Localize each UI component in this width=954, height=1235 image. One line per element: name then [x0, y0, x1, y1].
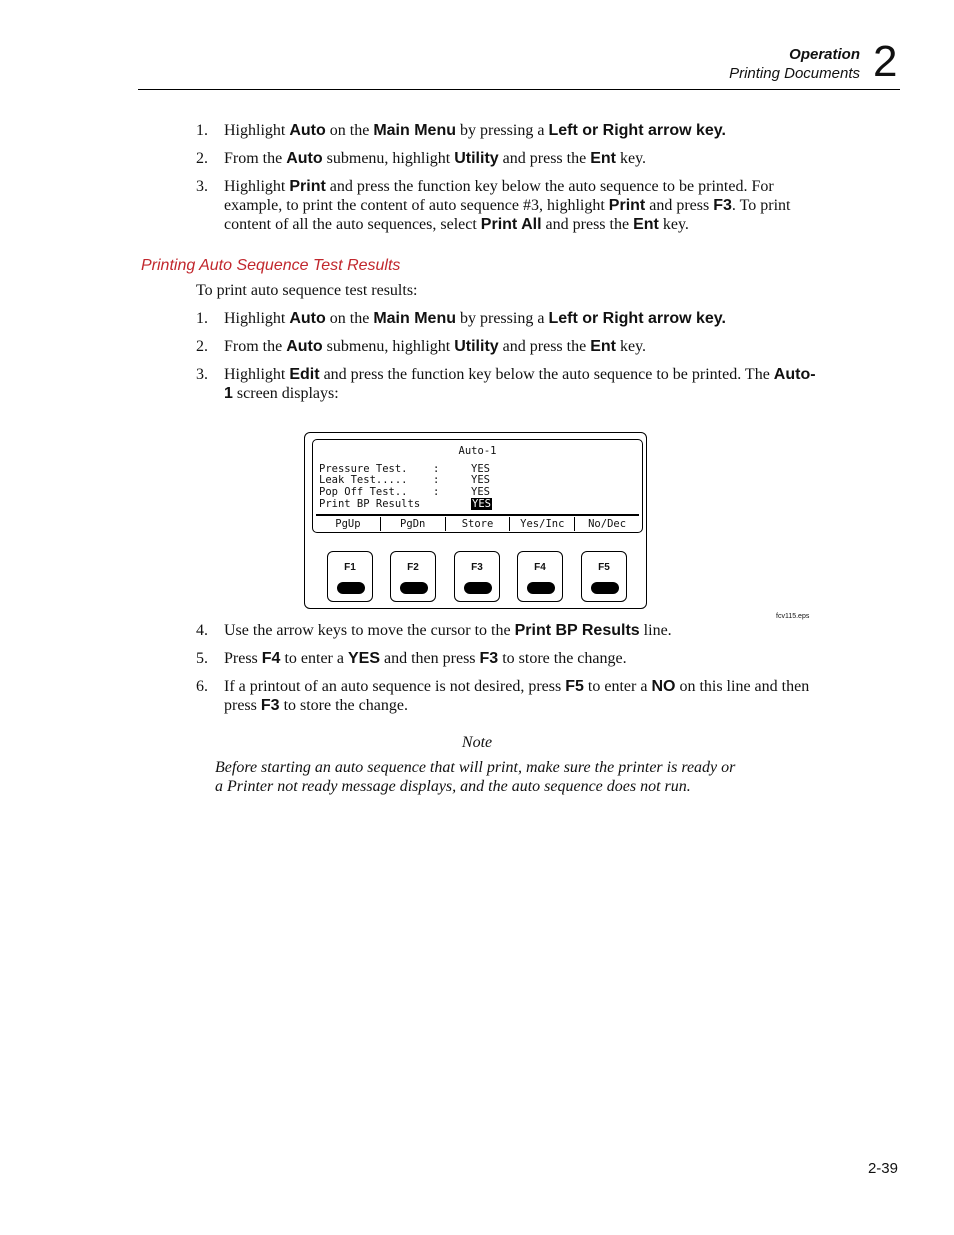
key-button-icon — [464, 582, 492, 594]
step-text: on this line and then press — [224, 678, 810, 714]
step-number: 6. — [196, 678, 208, 695]
softkey-yes-inc: Yes/Inc — [510, 517, 575, 531]
row-colon: : — [433, 463, 440, 475]
key-label: F4 — [534, 562, 546, 573]
step-text: on the — [325, 122, 374, 139]
step-text: Use the arrow keys to move the cursor to the — [224, 622, 515, 639]
list-item — [196, 337, 821, 356]
step-keyword: Main Menu — [373, 310, 456, 327]
step-text: Highlight — [224, 122, 290, 139]
screen-divider — [316, 514, 639, 516]
function-key-f3 — [454, 551, 500, 602]
step-text: If a printout of an auto sequence is not desired, press — [224, 678, 566, 695]
key-button-icon — [591, 582, 619, 594]
step-text: key. — [658, 216, 689, 233]
step-text: and press the function key below the auto sequence to be printed. The — [319, 366, 774, 383]
list-item — [196, 649, 821, 668]
row-label: Leak Test..... — [319, 474, 408, 486]
step-text: and press the — [498, 338, 591, 355]
figure-label: fcv115.eps — [776, 613, 810, 620]
lcd-screen — [312, 439, 643, 533]
function-key-f2 — [390, 551, 436, 602]
step-text: and press the function key below the auto sequence to be printed. For example, to print the content of auto sequence #3, highlight — [224, 178, 774, 214]
step-keyword: Auto — [286, 150, 323, 167]
function-key-f4 — [517, 551, 563, 602]
header-section: Operation — [789, 46, 860, 63]
list-item — [196, 177, 821, 234]
step-keyword: Ent — [590, 338, 616, 355]
screen-title: Auto-1 — [458, 445, 497, 457]
key-label: F3 — [471, 562, 483, 573]
step-keyword: YES — [347, 650, 380, 667]
key-button-icon — [337, 582, 365, 594]
softkey-bar — [316, 517, 639, 531]
row-value: YES — [471, 463, 490, 475]
step-text: and press the — [498, 150, 591, 167]
step-keyword: Left or Right arrow key. — [548, 122, 726, 139]
step-text: on the — [325, 310, 374, 327]
header-divider — [138, 89, 900, 90]
step-keyword: Ent — [633, 216, 659, 233]
key-button-icon — [527, 582, 555, 594]
step-number: 5. — [196, 650, 208, 667]
step-keyword: Print — [608, 197, 646, 214]
step-keyword: F3 — [713, 197, 732, 214]
step-number: 4. — [196, 622, 208, 639]
step-text: submenu, highlight — [322, 150, 455, 167]
header-subsection: Printing Documents — [729, 65, 860, 82]
note-heading: Note — [461, 734, 493, 751]
step-keyword: Print — [289, 178, 326, 195]
step-keyword: F3 — [260, 697, 280, 714]
step-keyword: F4 — [261, 650, 281, 667]
step-text: key. — [615, 338, 647, 355]
step-text: and press the — [541, 216, 634, 233]
function-key-f1 — [327, 551, 373, 602]
row-label: Pop Off Test.. — [319, 486, 408, 498]
step-text: From the — [224, 150, 287, 167]
step-text: line. — [639, 622, 672, 639]
step-text: key. — [615, 150, 647, 167]
step-text: to enter a — [280, 650, 348, 667]
list-item — [196, 309, 821, 328]
function-key-f5 — [581, 551, 627, 602]
step-text: Press — [224, 650, 262, 667]
step-text: screen displays: — [232, 385, 339, 402]
step-text: Highlight — [224, 178, 290, 195]
step-text: by pressing a — [456, 122, 549, 139]
step-text: and then press — [380, 650, 480, 667]
key-label: F1 — [344, 562, 356, 573]
screen-row — [319, 474, 619, 486]
step-keyword: Auto — [289, 310, 326, 327]
list-item — [196, 621, 821, 640]
step-number: 2. — [196, 338, 208, 355]
key-label: F5 — [598, 562, 610, 573]
step-number: 2. — [196, 150, 208, 167]
list-item — [196, 121, 821, 140]
step-number: 3. — [196, 366, 208, 383]
step-text: From the — [224, 338, 287, 355]
note-body: Before starting an auto sequence that will print, make sure the printer is ready or a Printer not ready message displays, and the auto sequence does not run. — [215, 759, 736, 795]
step-keyword: Edit — [289, 366, 320, 383]
softkey-pgup: PgUp — [316, 517, 381, 531]
key-button-icon — [400, 582, 428, 594]
step-number: 1. — [196, 122, 208, 139]
step-keyword: NO — [651, 678, 676, 695]
step-text: by pressing a — [456, 310, 549, 327]
step-number: 1. — [196, 310, 208, 327]
section-heading: Printing Auto Sequence Test Results — [141, 257, 401, 274]
step-keyword: Left or Right arrow key. — [548, 310, 726, 327]
row-value: YES — [471, 486, 490, 498]
step-number: 3. — [196, 178, 208, 195]
step-keyword: Ent — [590, 150, 616, 167]
list-item — [196, 677, 821, 715]
step-keyword: Utility — [454, 150, 499, 167]
list-item — [196, 149, 821, 168]
key-label: F2 — [407, 562, 419, 573]
step-keyword: Auto — [286, 338, 323, 355]
list-item — [196, 365, 821, 403]
step-keyword: Print All — [480, 216, 542, 233]
page-number: 2-39 — [867, 1160, 898, 1177]
step-text: submenu, highlight — [322, 338, 455, 355]
softkey-pgdn: PgDn — [381, 517, 446, 531]
step-keyword: Print BP Results — [514, 622, 640, 639]
step-text: Highlight — [224, 366, 290, 383]
screen-row — [319, 486, 619, 498]
device-front-panel — [304, 432, 647, 609]
step-keyword: Main Menu — [373, 122, 456, 139]
row-label: Pressure Test. — [319, 463, 408, 475]
steps-list-continued — [196, 621, 821, 724]
step-text: to enter a — [583, 678, 652, 695]
row-value: YES — [471, 474, 490, 486]
step-keyword: F3 — [479, 650, 499, 667]
chapter-number: 2 — [873, 37, 898, 86]
step-text: and press — [645, 197, 714, 214]
row-colon: : — [433, 486, 440, 498]
steps-list-test-results — [196, 309, 821, 412]
row-colon: : — [433, 474, 440, 486]
step-keyword: Utility — [454, 338, 499, 355]
step-keyword: F5 — [565, 678, 584, 695]
step-text: Highlight — [224, 310, 290, 327]
row-value-selected: YES — [472, 498, 491, 510]
screen-row — [319, 498, 619, 510]
step-text: to store the change. — [498, 650, 627, 667]
step-keyword: Auto-1 — [224, 366, 816, 402]
step-keyword: Auto — [289, 122, 326, 139]
intro-text: To print auto sequence test results: — [196, 282, 418, 299]
softkey-no-dec: No/Dec — [588, 518, 627, 530]
step-text: to store the change. — [279, 697, 408, 714]
row-label: Print BP Results — [319, 498, 421, 510]
step-text: . To print content of all the auto sequences, select — [224, 197, 791, 233]
softkey-store: Store — [446, 517, 511, 531]
steps-list-print-auto — [196, 121, 821, 243]
